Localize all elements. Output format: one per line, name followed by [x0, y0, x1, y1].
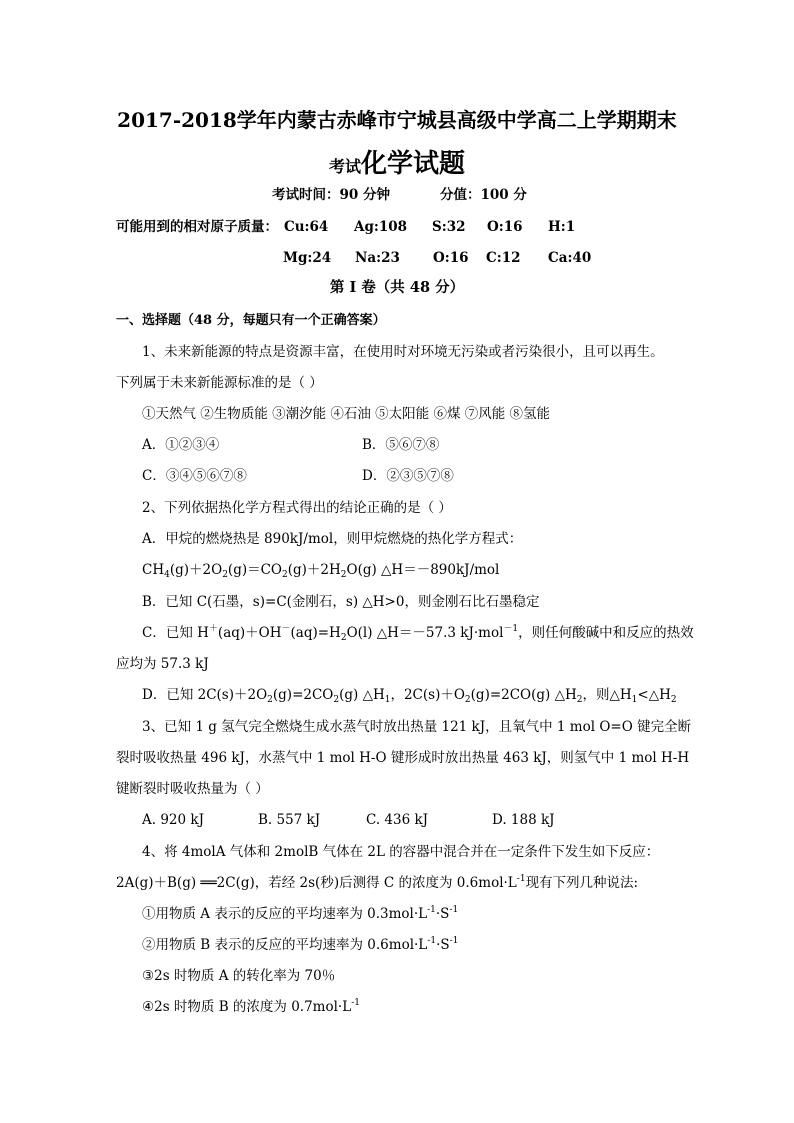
subscript: 2	[670, 695, 677, 705]
superscript: -1	[449, 905, 459, 915]
q1-stem-line1: 1、未来新能源的特点是资源丰富，在使用时对环境无污染或者污染很小，且可以再生。	[142, 344, 664, 360]
eq-text: ②用物质 B 表示的反应的平均速率为 0.6mol·L	[142, 937, 428, 953]
q1-stem-line2: 下列属于未来新能源标准的是（ ）	[116, 375, 323, 391]
subscript: 2	[282, 570, 288, 580]
superscript: -1	[427, 936, 437, 946]
exam-title-prefix: 考试	[328, 157, 361, 176]
q3-stem-line2: 裂时吸收热量 496 kJ，水蒸气中 1 mol H-O 键形成时放出热量 463 kJ，则氢气中 1 mol H-H	[116, 750, 690, 766]
subscript: 1	[384, 695, 391, 705]
eq-text: (g)=2CO	[272, 687, 334, 703]
eq-text: C．已知 H	[142, 625, 209, 641]
eq-text: CH	[142, 562, 165, 578]
eq-text: ，则△H	[582, 687, 632, 703]
eq-text: (g)＋2O	[169, 562, 223, 578]
eq-text: O(g) △H＝－890kJ/mol	[346, 562, 500, 578]
q1-option-d: D．②③⑤⑦⑧	[362, 468, 454, 484]
eq-text: 现有下列几种说法:	[525, 875, 639, 891]
exam-time: 考试时间：90 分钟	[272, 187, 390, 203]
superscript: -1	[351, 998, 360, 1008]
eq-text: (g) △H	[339, 687, 385, 703]
q2-option-d	[142, 686, 677, 704]
eq-text: ，则任何酸碱中和反应的热效	[518, 625, 694, 641]
superscript: ＋	[208, 624, 218, 634]
eq-text: 2A(g)＋B(g) ══2C(g)，若经 2s(秒)后测得 C 的浓度为 0.6mol·L	[116, 875, 517, 891]
eq-text: ，2C(s)＋O	[390, 687, 465, 703]
q3-stem-line1: 3、已知 1 g 氢气完全燃烧生成水蒸气时放出热量 121 kJ，且氧气中 1 mol O=O 键完全断	[142, 719, 692, 735]
eq-text: (aq)＋OH	[217, 625, 282, 641]
eq-text: O(l) △H＝－57.3 kJ·mol	[346, 625, 504, 641]
superscript: －	[281, 624, 291, 634]
q3-option-a: A. 920 kJ	[142, 812, 204, 828]
atomic-mass-o: O:16	[487, 219, 523, 235]
exam-score: 分值：100 分	[440, 187, 527, 203]
atomic-mass-o2: O:16	[433, 250, 469, 266]
subscript: 2	[340, 633, 347, 643]
atomic-mass-h: H:1	[548, 219, 576, 235]
subscript: 2	[340, 570, 347, 580]
atomic-mass-label: 可能用到的相对原子质量：	[116, 219, 278, 235]
subscript: 2	[267, 695, 273, 705]
exam-title-line2	[0, 143, 794, 180]
q1-option-c: C．③④⑤⑥⑦⑧	[142, 468, 247, 484]
eq-text: D．已知 2C(s)＋2O	[142, 687, 268, 703]
exam-title-main: 化学试题	[361, 149, 466, 179]
q4-statement-3: ③2s 时物质 A 的转化率为 70％	[142, 968, 336, 984]
subscript: 2	[333, 695, 340, 705]
q3-option-d: D. 188 kJ	[492, 812, 555, 828]
subscript: 2	[464, 695, 471, 705]
atomic-mass-c: C:12	[486, 250, 521, 266]
q4-statement-2	[142, 936, 458, 954]
q3-option-b: B. 557 kJ	[258, 812, 321, 828]
atomic-mass-cu: Cu:64	[284, 219, 329, 235]
eq-text: ①用物质 A 表示的反应的平均速率为 0.3mol·L	[142, 906, 428, 922]
q1-option-a: A．①②③④	[142, 437, 220, 453]
subscript: 1	[631, 695, 638, 705]
eq-text: ·S	[436, 937, 450, 953]
eq-text: ·S	[435, 906, 450, 922]
q1-items: ①天然气 ②生物质能 ③潮汐能 ④石油 ⑤太阳能 ⑥煤 ⑦风能 ⑧氢能	[142, 406, 551, 422]
part-title: 一、选择题（48 分，每题只有一个正确答案）	[116, 313, 386, 328]
q2-stem: 2、下列依据热化学方程式得出的结论正确的是（ ）	[142, 500, 452, 516]
atomic-mass-na: Na:23	[355, 250, 400, 266]
atomic-mass-s: S:32	[432, 219, 466, 235]
q1-option-b: B．⑤⑥⑦⑧	[362, 437, 440, 453]
eq-text: (aq)=H	[290, 625, 341, 641]
q3-stem-line3: 键断裂时吸收热量为（ ）	[116, 781, 269, 797]
eq-text: (g)=2CO(g) △H	[470, 687, 577, 703]
superscript: －1	[503, 624, 519, 634]
eq-text: (g)＋2H	[287, 562, 341, 578]
q3-option-c: C. 436 kJ	[366, 812, 429, 828]
q2-option-b: B．已知 C(石墨，s)=C(金刚石，s) △H>0，则金刚石比石墨稳定	[142, 594, 540, 610]
superscript: -1	[427, 905, 436, 915]
q2-option-a-line1: A．甲烷的燃烧热是 890kJ/mol，则甲烷燃烧的热化学方程式：	[142, 531, 523, 547]
atomic-mass-mg: Mg:24	[283, 250, 332, 266]
q2-option-a-equation	[142, 561, 499, 579]
exam-title-line1: 2017-2018学年内蒙古赤峰市宁城县高级中学高二上学期期末	[117, 108, 677, 132]
eq-text: <△H	[637, 687, 671, 703]
superscript: -1	[449, 936, 459, 946]
q4-stem-line2	[116, 874, 638, 892]
subscript: 2	[222, 570, 228, 580]
volume-title: 第 I 卷（共 48 分）	[329, 279, 465, 296]
atomic-mass-ca: Ca:40	[548, 250, 592, 266]
q2-option-c-line1	[142, 624, 694, 642]
q4-statement-1	[142, 905, 458, 923]
superscript: -1	[516, 874, 526, 884]
atomic-mass-ag: Ag:108	[354, 219, 408, 235]
subscript: 2	[576, 695, 583, 705]
subscript: 4	[164, 570, 170, 580]
q2-option-c-line2: 应均为 57.3 kJ	[116, 656, 209, 672]
q4-statement-4	[142, 998, 360, 1016]
eq-text: (g)＝CO	[227, 562, 282, 578]
eq-text: ④2s 时物质 B 的浓度为 0.7mol·L	[142, 999, 352, 1015]
q4-stem-line1: 4、将 4molA 气体和 2molB 气体在 2L 的容器中混合并在一定条件下发生如下反应：	[142, 844, 660, 860]
